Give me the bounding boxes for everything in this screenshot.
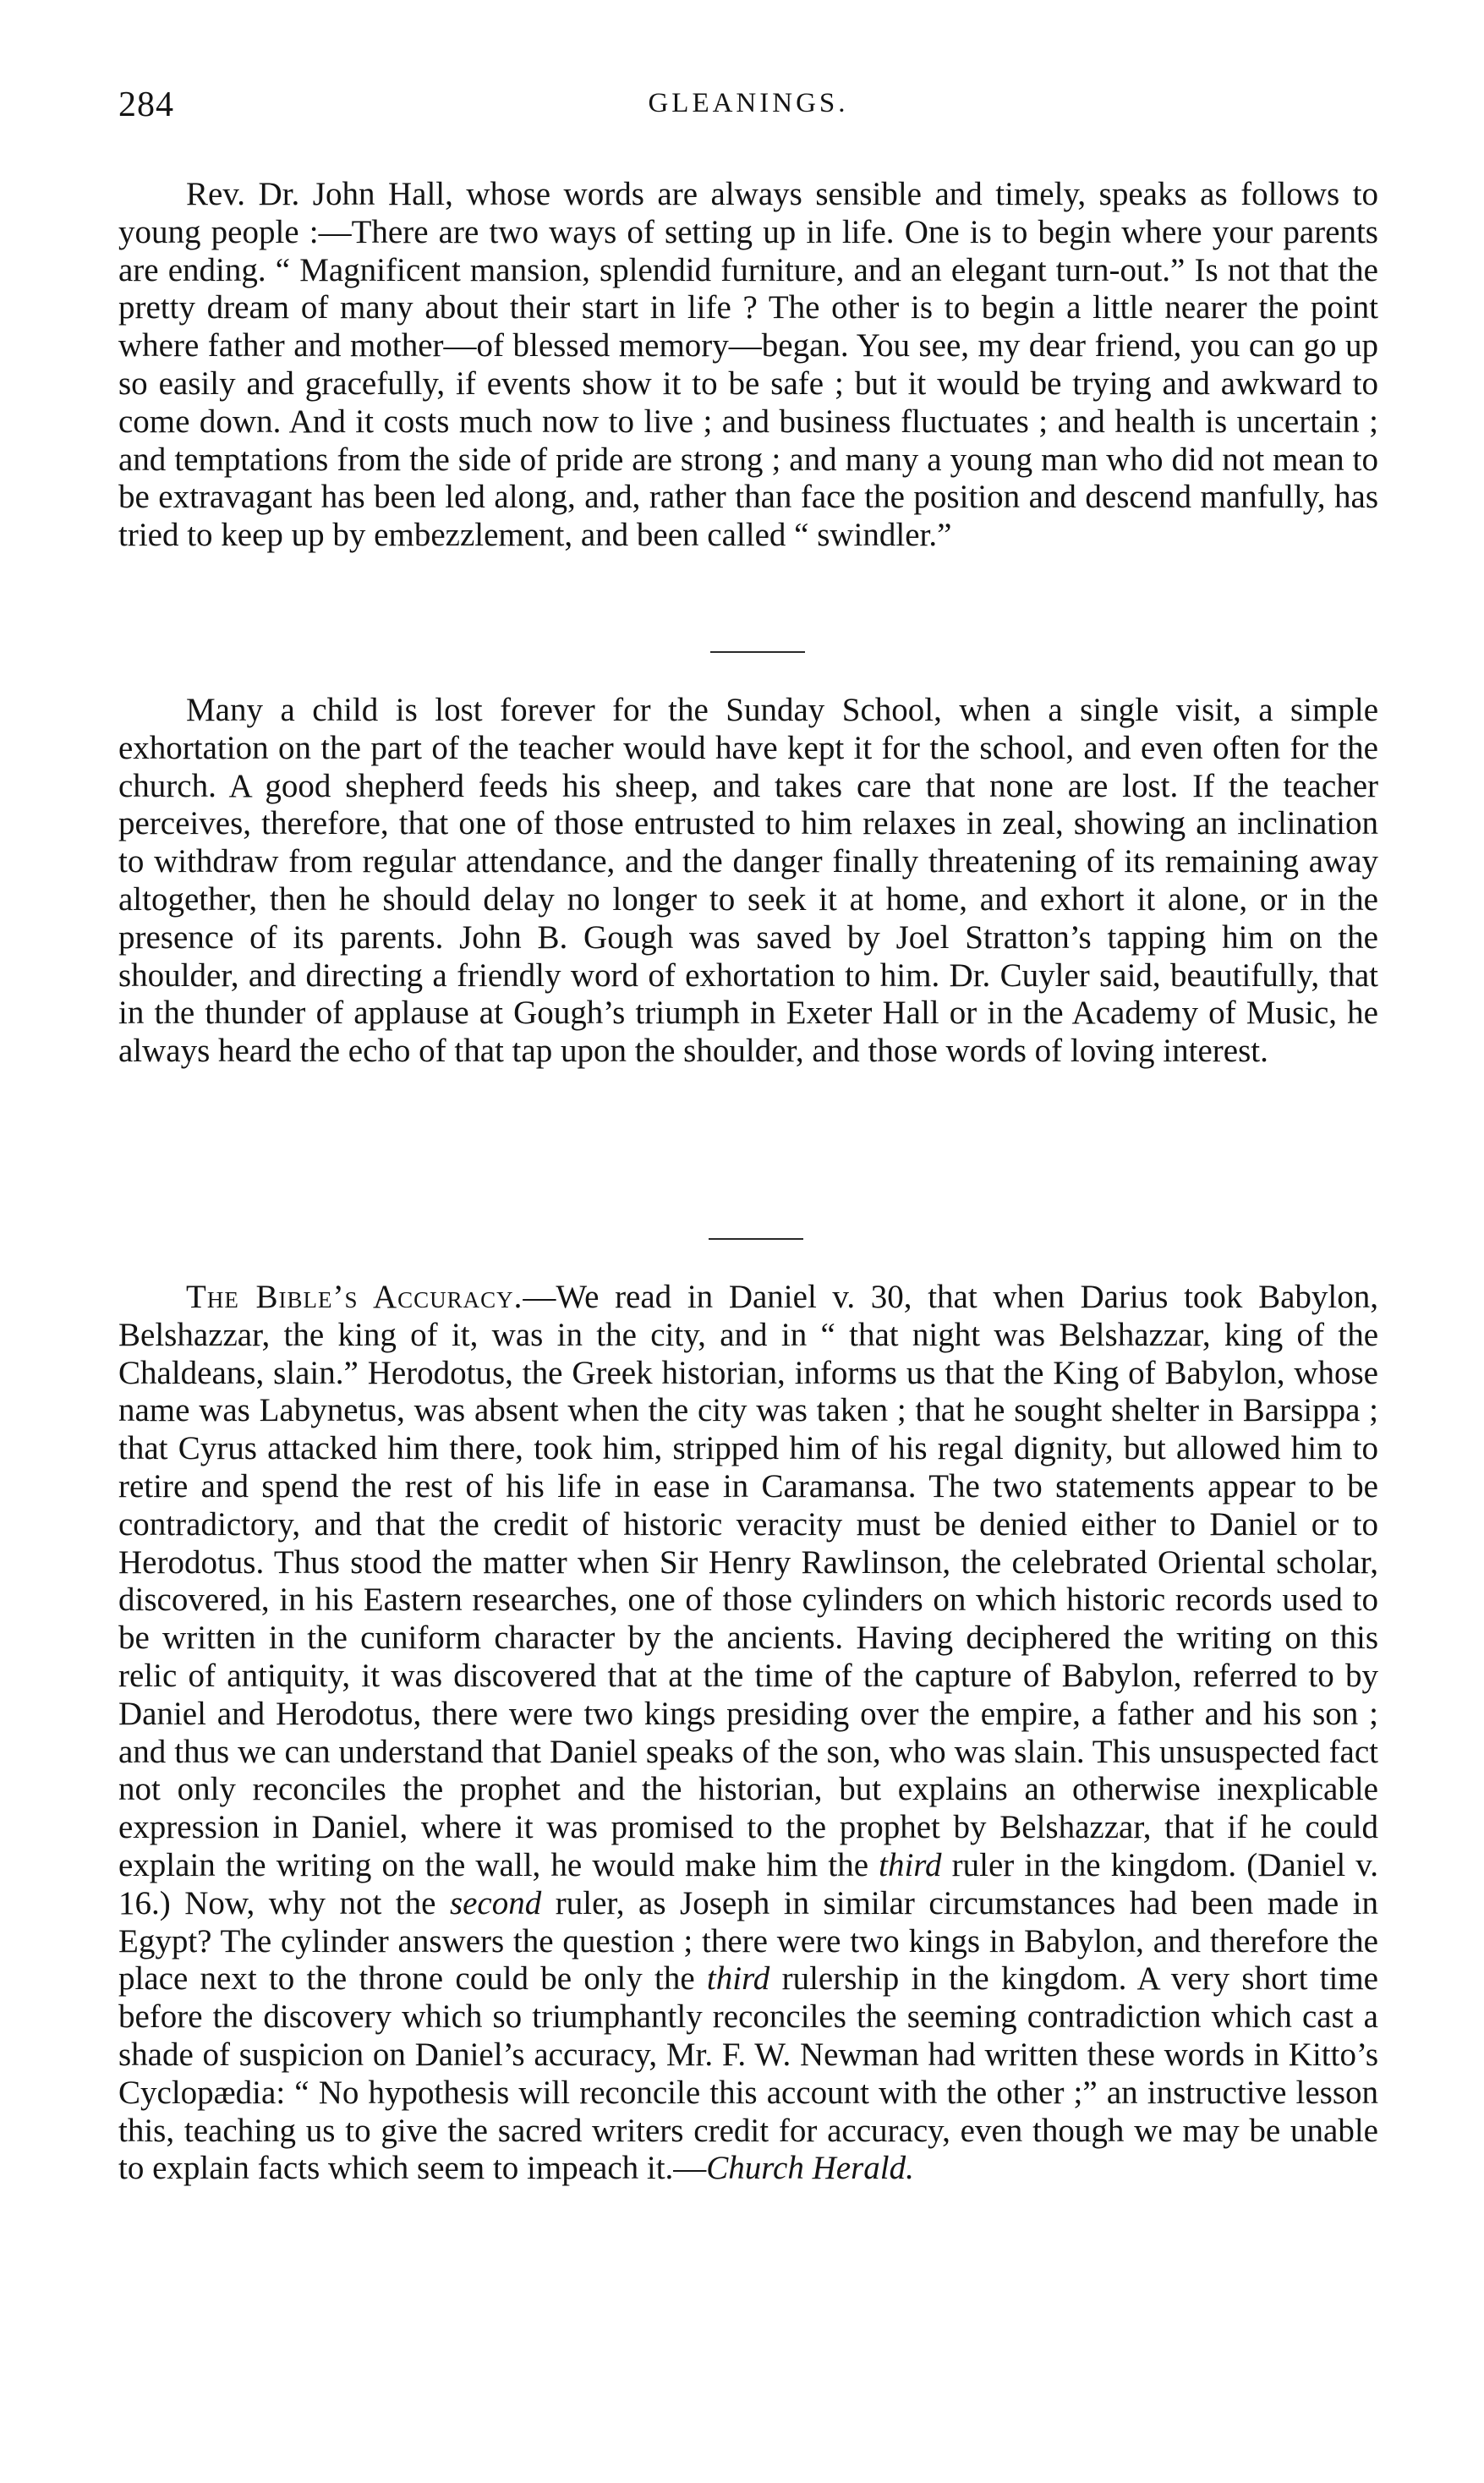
paragraph-sunday-school: Many a child is lost forever for the Sunday School, when a single visit, a simple exhortation on the part of the teacher would have kept it for the school, and even often for the church. A good shepherd feeds his sheep, and takes care that none are lost. If the teacher perceives, therefore, that one of those entrusted to him relaxes in zeal, showing an inclination to withdraw from regular attendance, and the danger finally threatening of its remaining away altogether, then he should delay no longer to seek it at home, and exhort it alone, or in the presence of its parents. John B. Gough was saved by Joel Stratton’s tapping him on the shoulder, and directing a friendly word of exhortation to him. Dr. Cuyler said, beautifully, that in the thunder of applause at Gough’s triumph in Exeter Hall or in the Academy of Music, he always heard the echo of that tap upon the shoulder, and those words of loving interest.	[118, 692, 1378, 1070]
article-text: ruler in the kingdom. (Daniel v. 16.) Now, why not the	[118, 1846, 1379, 1921]
paragraph-bible-accuracy	[118, 1279, 1378, 2188]
book-page	[118, 0, 1378, 2483]
source-attribution: Church Herald.	[706, 2150, 914, 2187]
paragraph-john-hall: Rev. Dr. John Hall, whose words are always sensible and timely, speaks as follows to young people :—There are two ways of setting up in life. One is to begin where your parents are ending. “ Magnificent mansion, splendid furniture, and an elegant turn-out.” Is not that the pretty dream of many about their start in life ? The other is to begin a little nearer the point where father and mother—of blessed memory—began. You see, my dear friend, you can go up so easily and gracefully, if events show it to be safe ; but it would be trying and awkward to come down. And it costs much now to live ; and business fluctuates ; and health is uncertain ; and temptations from the side of pride are strong ; and many a young man who did not mean to be extravagant has been led along, and, rather than face the position and descend manfully, has tried to keep up by embezzlement, and been called “ swindler.”	[118, 176, 1378, 554]
italic-word: second	[449, 1884, 542, 1921]
article-text: ruler, as Joseph in similar circumstances had been made in Egypt? The cylinder answers the question ; there were two kings in Babylon, and therefore the place next to the throne could be only the	[118, 1884, 1378, 1998]
page-number: 284	[118, 85, 174, 124]
section-divider	[710, 651, 805, 653]
italic-word: third	[879, 1846, 942, 1883]
running-title: GLEANINGS.	[648, 88, 849, 118]
article-text: —We read in Daniel v. 30, that when Darius took Babylon, Belshazzar, the king of it, was in the city, and in “ that night was Belshazzar, king of the Chaldeans, slain.” Herodotus, the Greek historian, informs us that the King of Babylon, whose name was Labynetus, was absent when the city was taken ; that he sought shelter in Barsippa ; that Cyrus attacked him there, took him, stripped him of his regal dignity, but allowed him to retire and spend the rest of his life in ease in Caramansa. The two statements appear to be contradictory, and that the credit of historic veracity must be denied either to Daniel or to Herodotus. Thus stood the matter when Sir Henry Rawlinson, the celebrated Oriental scholar, discovered, in his Eastern researches, one of those cylinders on which historic records used to be written in the cuniform character by the ancients. Having deciphered the writing on this relic of antiquity, it was discovered that at the time of the capture of Babylon, referred to by Daniel and Herodotus, there were two kings presiding over the empire, a father and his son ; and thus we can understand that Daniel speaks of the son, who was slain. This unsuspected fact not only reconciles the prophet and the historian, but explains an otherwise inexplicable expression in Daniel, where it was promised to the prophet by Belshazzar, that if he could explain the writing on the wall, he would make him the	[118, 1279, 1378, 1883]
italic-word: third	[706, 1960, 770, 1998]
page-header	[118, 85, 1378, 132]
section-divider	[709, 1238, 803, 1240]
article-heading: The Bible’s Accuracy.	[186, 1279, 523, 1315]
article-text: rulership in the kingdom. A very short time before the discovery which so triumphantly reconciles the seeming contradiction which cast a shade of suspicion on Daniel’s accuracy, Mr. F. W. Newman had written these words in Kitto’s Cyclopædia: “ No hypothesis will reconcile this account with the other ;” an instructive lesson this, teaching us to give the sacred writers credit for accuracy, even though we may be unable to explain facts which seem to impeach it.—	[118, 1960, 1378, 2187]
